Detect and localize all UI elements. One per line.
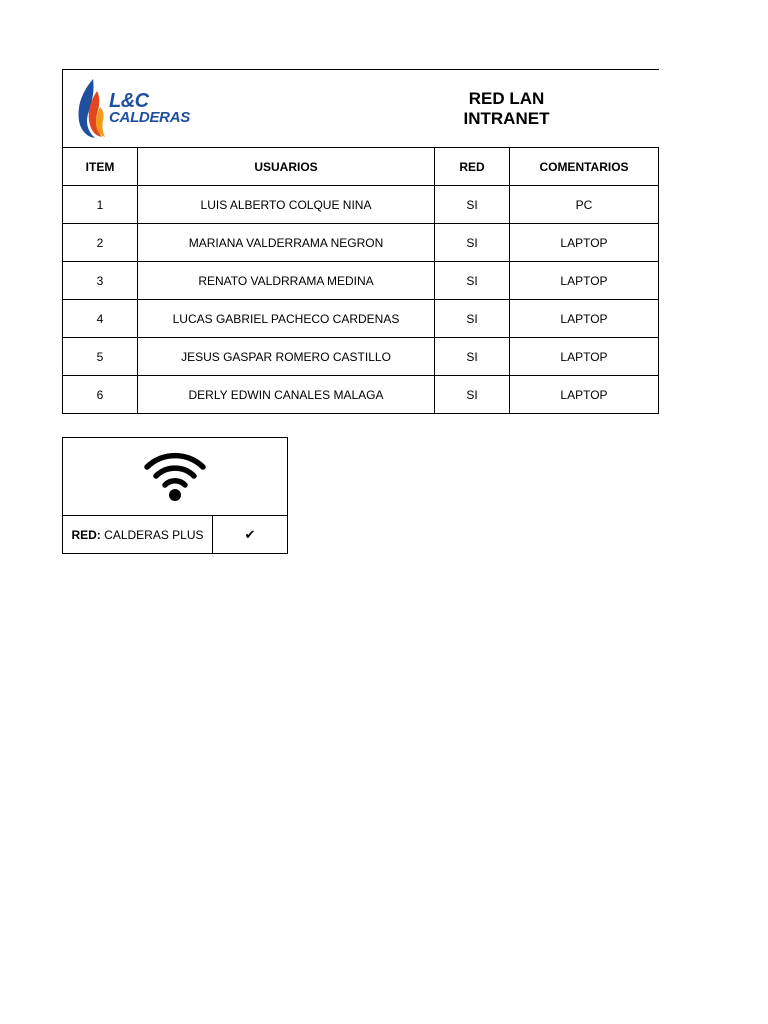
wifi-icon-row: [63, 438, 288, 516]
item-cell: 3: [63, 262, 138, 300]
item-cell: 1: [63, 186, 138, 224]
company-logo: [75, 75, 190, 141]
logo-line2: CALDERAS: [109, 109, 190, 126]
comentario-cell: PC: [510, 186, 659, 224]
usuario-cell: RENATO VALDRRAMA MEDINA: [138, 262, 435, 300]
network-label: RED:: [71, 527, 101, 542]
table-row: [63, 300, 659, 338]
network-status-check: ✔: [213, 516, 288, 554]
network-info-table: [62, 437, 288, 554]
logo-cell: [63, 70, 435, 148]
column-header-red: RED: [435, 148, 510, 186]
users-network-table: [62, 69, 659, 414]
comentario-cell: LAPTOP: [510, 262, 659, 300]
red-cell: SI: [435, 186, 510, 224]
column-header-comentarios: COMENTARIOS: [510, 148, 659, 186]
table-row: [63, 186, 659, 224]
network-name-cell: [63, 516, 213, 554]
column-header-item: ITEM: [63, 148, 138, 186]
red-cell: SI: [435, 262, 510, 300]
column-header-usuarios: USUARIOS: [138, 148, 435, 186]
usuario-cell: LUCAS GABRIEL PACHECO CARDENAS: [138, 300, 435, 338]
red-cell: SI: [435, 338, 510, 376]
red-cell: SI: [435, 376, 510, 414]
comentario-cell: LAPTOP: [510, 224, 659, 262]
usuario-cell: LUIS ALBERTO COLQUE NINA: [138, 186, 435, 224]
item-cell: 4: [63, 300, 138, 338]
table-row: [63, 338, 659, 376]
red-cell: SI: [435, 300, 510, 338]
usuario-cell: DERLY EDWIN CANALES MALAGA: [138, 376, 435, 414]
logo-line1: L&C: [109, 90, 149, 112]
network-row: [63, 516, 288, 554]
wifi-icon-cell: [63, 438, 288, 516]
item-cell: 2: [63, 224, 138, 262]
page-title: RED LAN INTRANET: [435, 70, 659, 148]
usuario-cell: JESUS GASPAR ROMERO CASTILLO: [138, 338, 435, 376]
red-cell: SI: [435, 224, 510, 262]
comentario-cell: LAPTOP: [510, 376, 659, 414]
comentario-cell: LAPTOP: [510, 300, 659, 338]
item-cell: 6: [63, 376, 138, 414]
table-row: [63, 262, 659, 300]
network-name: CALDERAS PLUS: [104, 527, 204, 542]
wifi-icon: [142, 447, 208, 503]
flame-icon: [75, 77, 107, 139]
table-row: [63, 224, 659, 262]
comentario-cell: LAPTOP: [510, 338, 659, 376]
item-cell: 5: [63, 338, 138, 376]
table-row: [63, 376, 659, 414]
logo-text: [109, 91, 190, 125]
usuario-cell: MARIANA VALDERRAMA NEGRON: [138, 224, 435, 262]
column-header-row: [63, 148, 659, 186]
header-row: [63, 70, 659, 148]
